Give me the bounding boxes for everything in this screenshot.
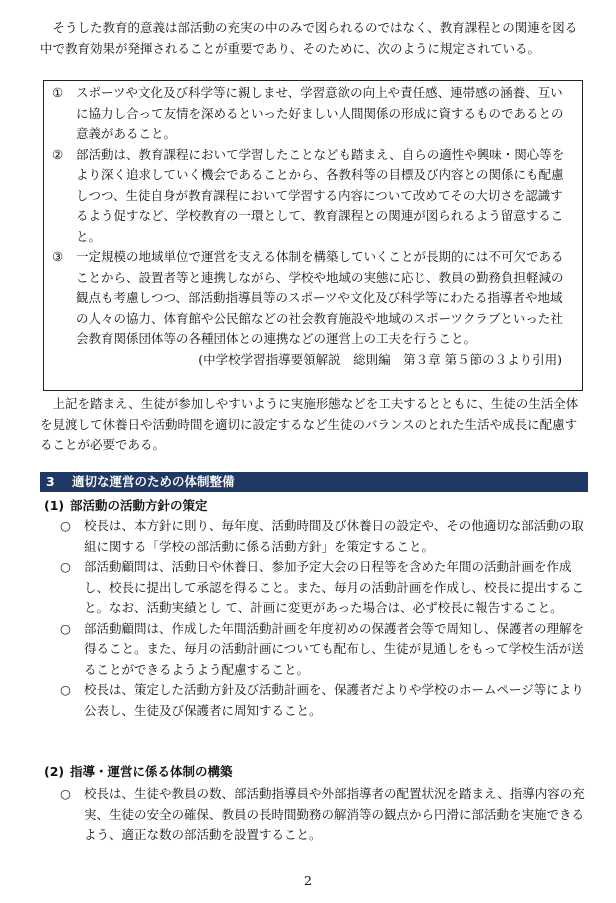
quote-item-number: ③: [52, 249, 64, 264]
section-heading: [40, 472, 588, 492]
list-item-text: 校長は、本方針に則り、毎年度、活動時間及び休養日の設定や、その他適切な部活動の取組に関する「学校の部活動に係る活動方針」を策定すること。: [84, 518, 584, 554]
list-item-text: 部活動顧問は、作成した年間活動計画を年度初めの保護者会等で周知し、保護者の理解を得ること。また、毎月の活動計画についても配布し、生徒が見通しをもって学校生活が送ることができるようよう配慮すること。: [84, 620, 585, 677]
quote-item-text: スポーツや文化及び科学等に親しませ、学習意欲の向上や責任感、連帯感の涵養、互いに協力し合って友情を深めるといった好ましい人間関係の形成に資するものであるとの意義があること。: [76, 85, 564, 141]
quote-item: [52, 83, 574, 145]
quote-item: [52, 247, 574, 350]
bullet-list: [60, 516, 588, 721]
subsection-heading: [44, 762, 233, 782]
quote-item-text: 一定規模の地域単位で運営を支える体制を構築していくことが長期的には不可欠であることから、設置者等と連携しながら、学校や地域の実態に応じ、教員の勤務負担軽減の観点も考慮しつつ、部活動指導員等のスポーツや文化及び科学等にわたる指導者や地域の人々の協力、体育館や公民館などの社会教育施設や地域のスポーツクラブといった社会教育関係団体等の各種団体との連携などの運営上の工夫を行うこと。: [76, 249, 564, 346]
list-item-text: 校長は、策定した活動方針及び活動計画を、保護者だよりや学校のホームページ等により公表し、生徒及び保護者に周知すること。: [84, 682, 584, 718]
list-item-text: 部活動顧問は、活動日や休養日、参加予定大会の日程等を含めた年間の活動計画を作成し、校長に提出して承認を得ること。また、毎月の活動計画を作成し、校長に提出すること。なお、活動実績とし て、計画に変更があった場合は、必ず校長に報告すること。: [84, 559, 585, 615]
quote-item-number: ①: [52, 85, 64, 100]
list-item: [60, 557, 588, 619]
bullet-mark: ○: [60, 559, 71, 574]
quote-item: [52, 145, 574, 248]
subsection-number: (2): [44, 764, 65, 779]
quoted-guideline-box: [43, 80, 583, 391]
quote-item-number: ②: [52, 146, 64, 162]
quote-item-text: 部活動は、教育課程において学習したことなども踏まえ、自らの適性や興味・関心等をより深く追求していく機会であることから、各教科等の目標及び内容との関係にも配慮しつつ、生徒自身が教育課程において学習する内容について改めてその大切さを認識するよう促すなど、学校教育の一環として、教育課程との関連が図られるよう留意すること。: [76, 146, 565, 244]
list-item: [60, 680, 588, 721]
subsection-number: (1): [44, 498, 65, 513]
subsection-title: 指導・運営に係る体制の構築: [70, 764, 233, 779]
bullet-list: [60, 784, 588, 846]
list-item: [60, 619, 588, 681]
quote-citation: (中学校学習指導要領解説 総則編 第３章 第５節の３より引用): [198, 351, 562, 367]
section-number: 3: [46, 474, 55, 489]
subsection-heading: [44, 496, 208, 516]
bullet-mark: ○: [60, 682, 71, 697]
bullet-mark: ○: [60, 620, 71, 636]
list-item-text: 校長は、生徒や教員の数、部活動指導員や外部指導者の配置状況を踏まえ、指導内容の充実、生徒の安全の確保、教員の長時間勤務の解消等の観点から円滑に部活動を実施できるよう、適正な数の部活動を設置すること。: [84, 786, 585, 842]
bullet-mark: ○: [60, 786, 71, 801]
list-item: [60, 784, 588, 846]
after-quote-paragraph: 上記を踏まえ、生徒が参加しやすいように実施形態などを工夫するとともに、生徒の生活全体を見渡して休養日や活動時間を適切に設定するなど生徒のバランスのとれた生活や成長に配慮することが必要である。: [40, 396, 579, 452]
section-title: 適切な運営のための体制整備: [72, 474, 235, 489]
page-number: 2: [304, 873, 312, 888]
subsection-title: 部活動の活動方針の策定: [70, 498, 208, 513]
bullet-mark: ○: [60, 518, 71, 533]
intro-paragraph: そうした教育的意義は部活動の充実の中のみで図られるのではなく、教育課程との関連を図る中で教育効果が発揮されることが重要であり、そのために、次のように規定されている。: [40, 20, 578, 56]
list-item: [60, 516, 588, 557]
